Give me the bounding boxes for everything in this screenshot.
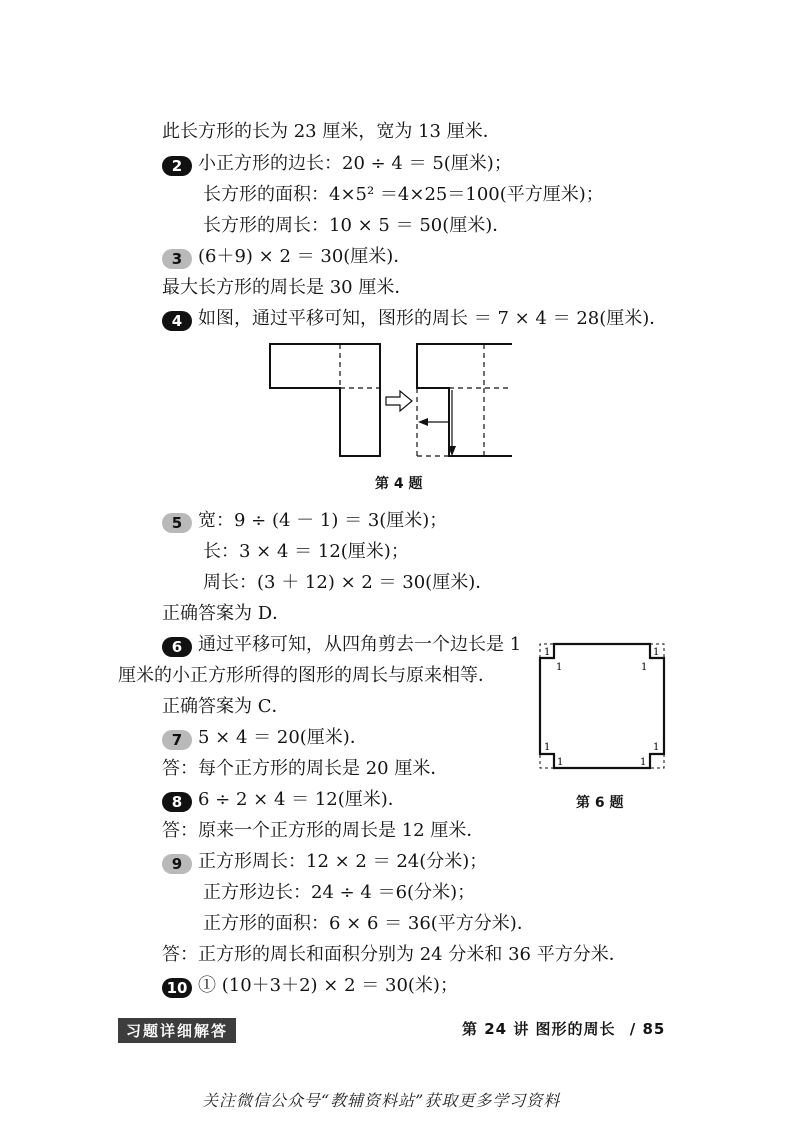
badge-9: 9	[162, 854, 192, 874]
line-answer-5-perimeter: 周长：(3 ＋ 12) × 2 ＝ 30(厘米)．	[203, 572, 494, 593]
line-answer-3: 3 (6＋9) × 2 ＝ 30(厘米)．	[162, 244, 411, 270]
line-answer-4: 4 如图，通过平移可知，图形的周长 ＝ 7 × 4 ＝ 28(厘米)．	[162, 306, 667, 332]
fig6-label: 1	[544, 742, 551, 753]
line-answer-5-length: 长：3 × 4 ＝ 12(厘米)；	[203, 541, 409, 562]
badge-7: 7	[162, 730, 192, 750]
fig6-label: 1	[640, 757, 647, 768]
line-answer-10: 10 ① (10＋3＋2) × 2 ＝ 30(米)；	[162, 973, 458, 999]
fig6-label: 1	[641, 662, 648, 673]
line-answer-9: 9 正方形周长：12 × 2 ＝ 24(分米)；	[162, 849, 487, 875]
line-answer-5: 5 宽：9 ÷ (4 － 1) ＝ 3(厘米)；	[162, 508, 447, 534]
line-answer-3-conclusion: 最大长方形的周长是 30 厘米．	[162, 277, 413, 298]
line-answer-6-cont: 厘米的小正方形所得的图形的周长与原来相等．	[118, 665, 496, 686]
fig6-label: 1	[544, 647, 551, 658]
watermark-text: 关注微信公众号“教辅资料站”获取更多学习资料	[202, 1091, 561, 1110]
page-footer	[462, 1018, 665, 1039]
line-answer-9-conclusion: 答：正方形的周长和面积分别为 24 分米和 36 平方分米．	[162, 944, 627, 965]
line-answer-9-area: 正方形的面积：6 × 6 ＝ 36(平方分米)．	[203, 913, 535, 934]
badge-6: 6	[162, 637, 192, 657]
line-answer-2: 2 小正方形的边长：20 ÷ 4 ＝ 5(厘米)；	[162, 151, 512, 177]
line-answer-5-choice: 正确答案为 D．	[162, 603, 291, 624]
line-answer-7: 7 5 × 4 ＝ 20(厘米)．	[162, 725, 368, 751]
line-answer-8: 8 6 ÷ 2 × 4 ＝ 12(厘米)．	[162, 787, 406, 813]
badge-3: 3	[162, 249, 192, 269]
line-conclusion-1: 此长方形的长为 23 厘米，宽为 13 厘米．	[162, 121, 501, 142]
badge-5: 5	[162, 513, 192, 533]
line-answer-6: 6 通过平移可知，从四角剪去一个边长是 1	[162, 632, 521, 658]
line-answer-2-area: 长方形的面积：4×5² ＝4×25＝100(平方厘米)；	[203, 184, 604, 205]
line-answer-9-side: 正方形边长：24 ÷ 4 ＝6(分米)；	[203, 882, 476, 903]
figure-6-diagram	[532, 636, 672, 776]
figure-4-caption: 第 4 题	[375, 476, 423, 492]
figure-4-diagram	[262, 340, 512, 465]
line-answer-6-choice: 正确答案为 C．	[162, 696, 290, 717]
badge-4: 4	[162, 311, 192, 331]
section-tag: 习题详细解答	[118, 1018, 236, 1043]
fig6-label: 1	[557, 757, 564, 768]
fig6-label: 1	[556, 662, 563, 673]
page-number: / 85	[629, 1020, 666, 1038]
fig6-label: 1	[653, 647, 660, 658]
line-answer-8-conclusion: 答：原来一个正方形的周长是 12 厘米．	[162, 820, 485, 841]
fig6-label: 1	[653, 742, 660, 753]
line-answer-7-conclusion: 答：每个正方形的周长是 20 厘米．	[162, 758, 449, 779]
badge-8: 8	[162, 792, 192, 812]
line-answer-2-perimeter: 长方形的周长：10 × 5 ＝ 50(厘米)．	[203, 215, 511, 236]
chapter-title: 第 24 讲 图形的周长	[462, 1020, 616, 1038]
badge-10: 10	[162, 978, 192, 998]
badge-2: 2	[162, 156, 192, 176]
figure-6-caption: 第 6 题	[576, 795, 624, 811]
